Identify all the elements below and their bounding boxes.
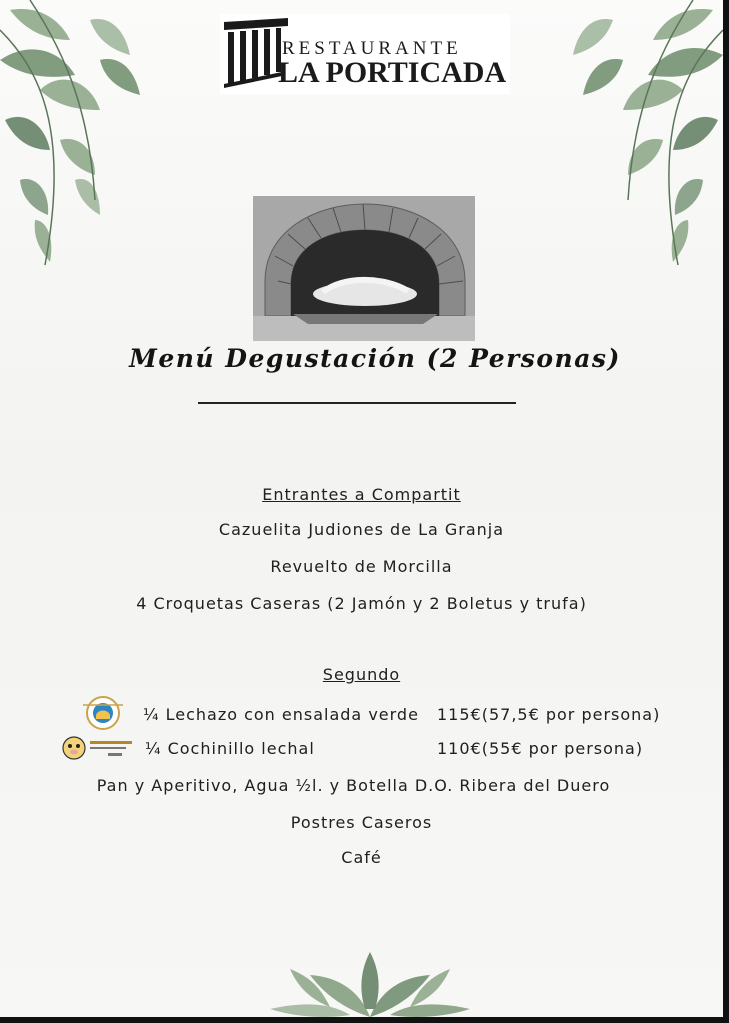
foliage-bottom bbox=[250, 947, 490, 1017]
menu-title: Menú Degustación (2 Personas) bbox=[129, 344, 621, 373]
extras-item: Postres Caseros bbox=[290, 813, 433, 832]
foliage-top-right bbox=[553, 0, 723, 270]
extras-item: Café bbox=[341, 848, 382, 867]
lechazo-igp-seal-icon bbox=[80, 695, 126, 731]
dish-cochinillo-name: ¼ Cochinillo lechal bbox=[145, 739, 315, 758]
entrante-item: 4 Croquetas Caseras (2 Jamón y 2 Boletus y trufa) bbox=[136, 594, 587, 613]
restaurant-logo bbox=[220, 14, 510, 94]
wood-oven-photo bbox=[253, 196, 475, 341]
dish-cochinillo-price: 110€(55€ por persona) bbox=[437, 739, 644, 758]
dish-lechazo-price: 115€(57,5€ por persona) bbox=[437, 705, 661, 724]
dish-lechazo-name: ¼ Lechazo con ensalada verde bbox=[143, 705, 419, 724]
logo-restaurante-text: RESTAURANTE bbox=[282, 38, 462, 59]
cochinillo-de-segovia-seal-icon bbox=[60, 733, 136, 763]
logo-name-text: LA PORTICADA bbox=[278, 56, 507, 89]
entrante-item: Revuelto de Morcilla bbox=[270, 557, 453, 576]
entrantes-heading: Entrantes a Compartit bbox=[262, 485, 461, 504]
segundo-heading: Segundo bbox=[322, 665, 401, 684]
extras-item: Pan y Aperitivo, Agua ½l. y Botella D.O. Ribera del Duero bbox=[96, 776, 611, 795]
title-underline bbox=[198, 402, 516, 404]
foliage-top-left bbox=[0, 0, 150, 270]
entrante-item: Cazuelita Judiones de La Granja bbox=[218, 520, 505, 539]
